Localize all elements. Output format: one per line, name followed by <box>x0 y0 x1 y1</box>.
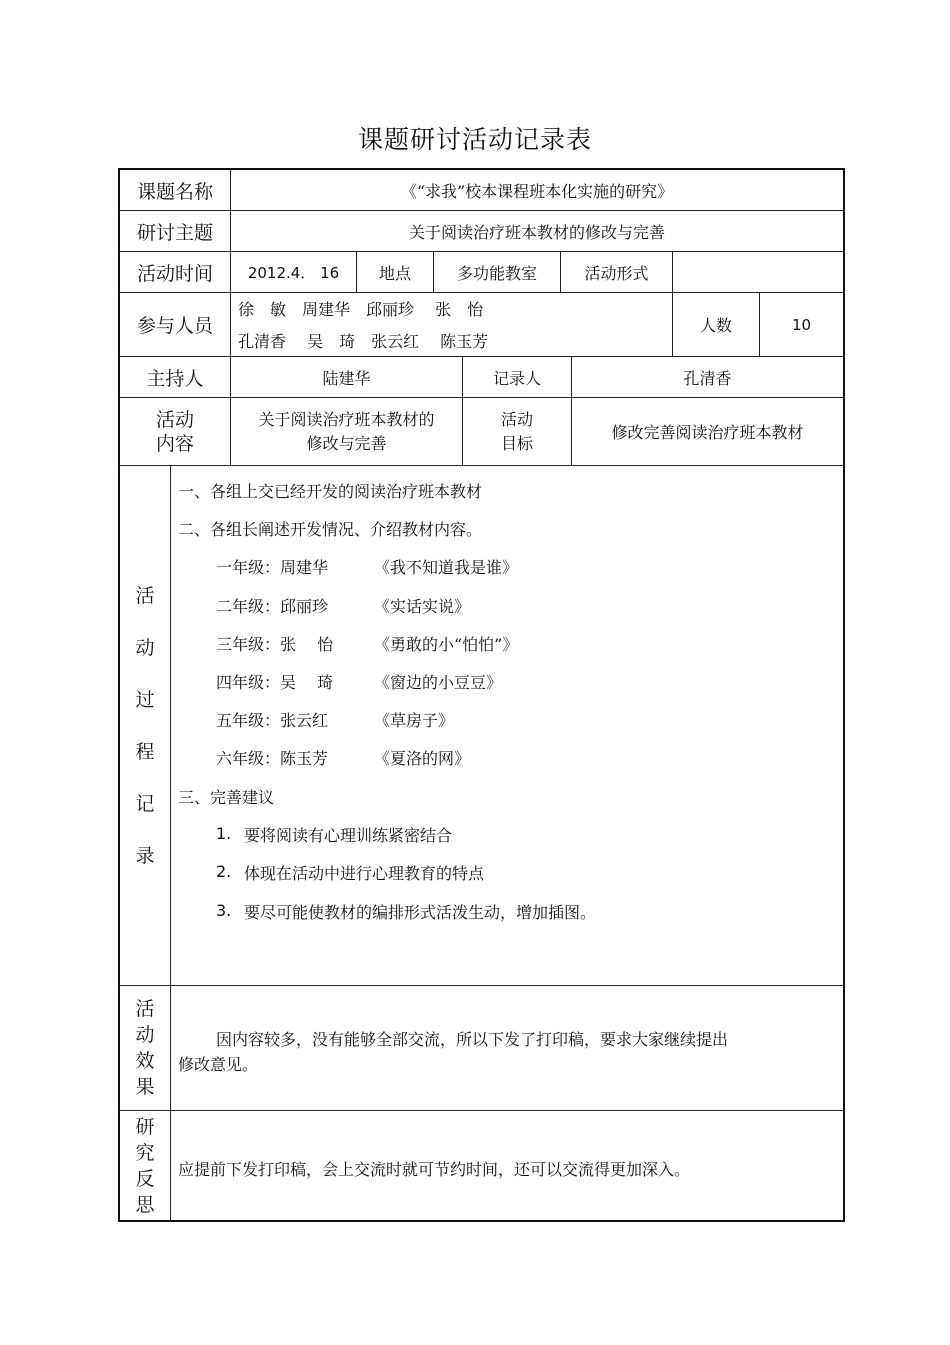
col-divider <box>170 465 171 1221</box>
grade-book: 《实话实说》 <box>374 597 471 616</box>
topic-name-value: 《“求我”校本课程班本化实施的研究》 <box>400 181 674 201</box>
reflection-label-char: 究 <box>135 1142 155 1164</box>
process-label-char: 活 <box>135 584 155 607</box>
grade-item: 二年级：邱丽珍 <box>216 597 329 616</box>
participant-count-value: 10 <box>791 315 812 334</box>
recorder-value: 孔清香 <box>683 368 732 388</box>
suggestion-number: 3. <box>216 901 232 920</box>
grade-item: 一年级：周建华 <box>216 558 329 577</box>
discussion-theme-label: 研讨主题 <box>136 221 213 244</box>
location-value: 多功能教室 <box>456 263 537 283</box>
goal-label-line-1: 活动 <box>500 409 533 429</box>
row-divider <box>119 985 844 986</box>
effect-text-line-2: 修改意见。 <box>178 1055 259 1074</box>
reflection-label-char: 思 <box>135 1194 155 1216</box>
activity-form-label: 活动形式 <box>584 263 649 283</box>
suggestion-number: 2. <box>216 862 232 881</box>
process-label-char: 录 <box>135 844 155 867</box>
participants-label: 参与人员 <box>136 315 213 337</box>
content-label-line-1: 活动 <box>155 408 194 431</box>
effect-label-char: 效 <box>135 1050 155 1072</box>
goal-label <box>463 398 571 465</box>
activity-time-value: 2012.4． 16 <box>247 263 340 282</box>
grade-book: 《勇敢的小“怕怕”》 <box>374 635 519 654</box>
activity-form-value <box>673 252 843 292</box>
recorder-label: 记录人 <box>492 368 541 388</box>
row-divider <box>119 465 844 466</box>
content-value-line-2: 修改与完善 <box>306 433 387 453</box>
process-label <box>120 466 170 985</box>
grade-item: 五年级：张云红 <box>216 711 329 730</box>
goal-label-line-2: 目标 <box>500 433 533 453</box>
suggestion-text: 要尽可能使教材的编排形式活泼生动，增加插图。 <box>244 903 597 922</box>
participant-count-label: 人数 <box>699 316 732 335</box>
grade-book: 《我不知道我是谁》 <box>374 558 519 577</box>
host-value: 陆建华 <box>322 368 371 388</box>
grade-book: 《夏洛的网》 <box>374 749 471 768</box>
effect-label-char: 果 <box>135 1076 155 1098</box>
row-divider <box>119 1110 844 1111</box>
suggestion-text: 体现在活动中进行心理教育的特点 <box>244 864 485 883</box>
activity-time-label: 活动时间 <box>136 262 213 285</box>
suggestion-number: 1. <box>216 824 232 843</box>
grade-item: 六年级：陈玉芳 <box>216 749 329 768</box>
grade-book: 《草房子》 <box>374 711 455 730</box>
suggestion-text: 要将阅读有心理训练紧密结合 <box>244 826 453 845</box>
reflection-label-char: 研 <box>135 1116 155 1138</box>
reflection-label <box>120 1111 170 1221</box>
process-label-char: 过 <box>135 688 155 711</box>
content-value <box>231 398 462 465</box>
effect-label <box>120 986 170 1110</box>
participants-line-1: 徐 敏 周建华 邱丽珍 张 怡 <box>238 300 484 319</box>
content-label-line-2: 内容 <box>155 432 194 455</box>
host-label: 主持人 <box>146 367 204 390</box>
effect-label-char: 动 <box>135 1024 155 1046</box>
grade-item: 三年级：张 怡 <box>216 635 334 654</box>
location-label: 地点 <box>378 263 411 283</box>
reflection-text: 应提前下发打印稿，会上交流时就可节约时间，还可以交流得更加深入。 <box>178 1160 691 1179</box>
reflection-label-char: 反 <box>135 1168 155 1190</box>
process-label-char: 程 <box>135 740 155 763</box>
topic-name-label: 课题名称 <box>136 180 213 203</box>
effect-label-char: 活 <box>135 998 155 1020</box>
process-label-char: 记 <box>135 792 155 815</box>
page-title: 课题研讨活动记录表 <box>357 125 592 154</box>
goal-value: 修改完善阅读治疗班本教材 <box>611 423 804 442</box>
process-section-2: 二、各组长阐述开发情况、介绍教材内容。 <box>178 520 483 539</box>
process-section-3: 三、完善建议 <box>178 788 275 807</box>
effect-text-line-1: 因内容较多，没有能够全部交流，所以下发了打印稿，要求大家继续提出 <box>216 1030 729 1049</box>
content-value-line-1: 关于阅读治疗班本教材的 <box>258 409 435 429</box>
participants-line-2: 孔清香 吴 琦 张云红 陈玉芳 <box>238 332 489 351</box>
content-label <box>120 398 230 465</box>
grade-book: 《窗边的小豆豆》 <box>374 673 503 692</box>
grade-item: 四年级：吴 琦 <box>216 673 334 692</box>
process-label-char: 动 <box>135 636 155 659</box>
discussion-theme-value: 关于阅读治疗班本教材的修改与完善 <box>408 222 665 242</box>
process-section-1: 一、各组上交已经开发的阅读治疗班本教材 <box>178 482 483 501</box>
